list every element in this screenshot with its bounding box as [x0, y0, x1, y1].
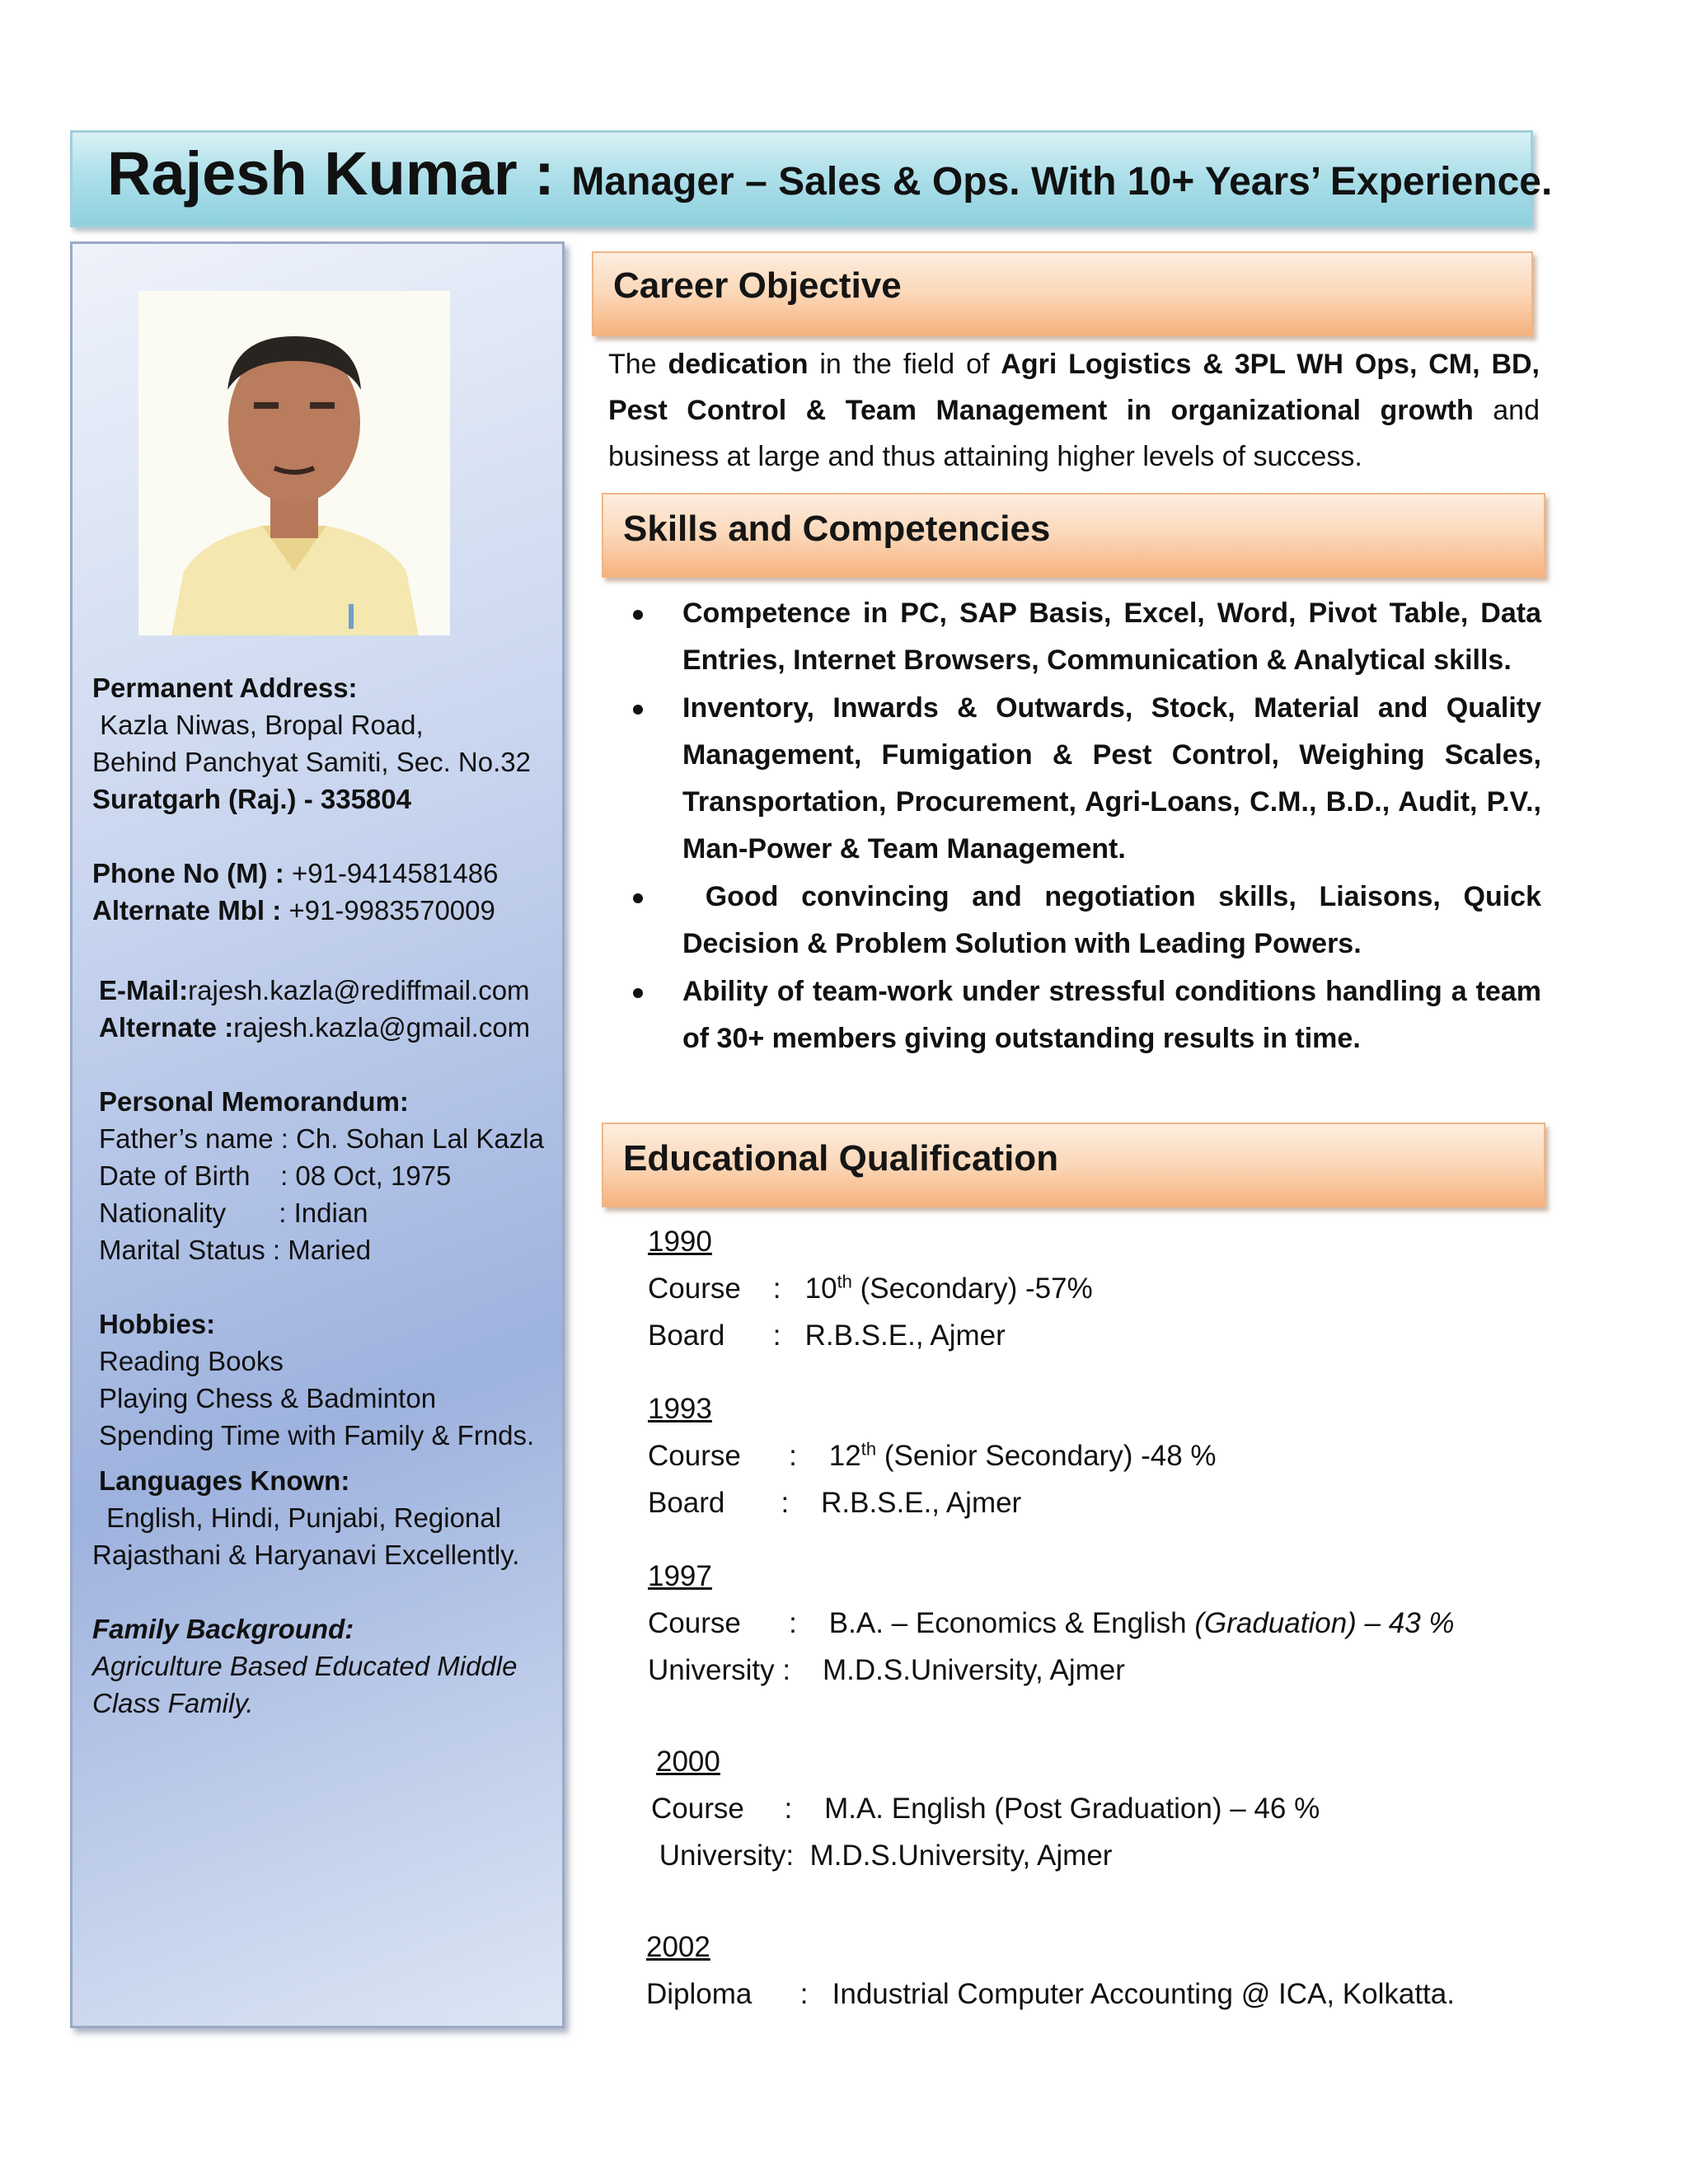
edu-course-row [648, 1600, 1455, 1647]
edu-diploma-row [646, 1971, 1455, 2018]
edu-course-grade: (Graduation) – 43 % [1194, 1607, 1455, 1639]
edu-uni-row [651, 1832, 1320, 1879]
career-text-part: and business at large and thus attaining higher levels of success. [608, 395, 1540, 472]
edu-uni-label: University : [648, 1654, 823, 1686]
edu-course-num: 10 [804, 1272, 837, 1305]
languages-line: English, Hindi, Punjabi, Regional [99, 1502, 501, 1533]
edu-course-sup: th [837, 1271, 852, 1292]
personal-heading: Personal Memorandum: [99, 1086, 409, 1117]
edu-uni: M.D.S.University, Ajmer [822, 1654, 1125, 1686]
edu-board-row [648, 1479, 1217, 1526]
edu-course-text: M.A. English (Post Graduation) – 46 % [824, 1793, 1320, 1825]
hobby-item: Playing Chess & Badminton [99, 1383, 437, 1413]
family-heading: Family Background: [92, 1614, 354, 1644]
skills-title: Skills and Competencies [623, 509, 1051, 549]
edu-board-label: Board : [648, 1319, 805, 1352]
alt-phone-value: +91-9983570009 [288, 895, 495, 926]
personal-marital: Marital Status : Maried [99, 1235, 372, 1265]
alt-email-label: Alternate : [99, 1012, 234, 1043]
hobbies-heading: Hobbies: [99, 1309, 216, 1339]
phone-value: +91-9414581486 [291, 858, 499, 888]
edu-board-row [648, 1312, 1093, 1359]
career-text-part: The [608, 349, 668, 380]
edu-year: 1993 [648, 1393, 712, 1425]
education-entry-2000 [651, 1738, 1320, 1879]
address-line: Behind Panchyat Samiti, Sec. No.32 [92, 747, 531, 777]
address-line: Kazla Niwas, Bropal Road, [92, 710, 424, 740]
edu-course-sup: th [860, 1438, 877, 1460]
alt-email-value: rajesh.kazla@gmail.com [233, 1012, 531, 1043]
edu-uni-label: University: [651, 1840, 810, 1872]
personal-father: Father’s name : Ch. Sohan Lal Kazla [99, 1123, 544, 1154]
edu-course-label: Course : [648, 1272, 805, 1305]
edu-course-label: Course : [648, 1440, 829, 1472]
candidate-headline: Manager – Sales & Ops. With 10+ Years’ Experience. [571, 160, 1553, 204]
family-line: Class Family. [92, 1688, 254, 1718]
edu-board: R.B.S.E., Ajmer [804, 1319, 1006, 1352]
edu-course-text: (Senior Secondary) -48 % [876, 1440, 1217, 1472]
career-text-bold: dedication [668, 349, 809, 380]
alt-phone-label: Alternate Mbl : [92, 895, 289, 926]
profile-photo [138, 291, 450, 635]
edu-diploma: Industrial Computer Accounting @ ICA, Kolkatta. [832, 1978, 1455, 2010]
address-heading: Permanent Address: [92, 673, 358, 703]
alt-phone-row [92, 892, 558, 929]
edu-uni: M.D.S.University, Ajmer [809, 1840, 1113, 1872]
skill-item: Ability of team-work under stressful conditions handling a team of 30+ members giving outstanding results in time. [608, 968, 1541, 1062]
education-title: Educational Qualification [623, 1138, 1059, 1179]
education-entry-1997 [648, 1553, 1455, 1694]
edu-year: 1997 [648, 1560, 712, 1592]
email-label: E-Mail: [99, 975, 189, 1005]
education-entry-1993 [648, 1385, 1217, 1526]
edu-year: 2000 [656, 1746, 720, 1778]
career-objective-text [608, 341, 1540, 480]
edu-course-num: 12 [828, 1440, 861, 1472]
skill-item: Inventory, Inwards & Outwards, Stock, Material and Quality Management, Fumigation & Pest Control, Weighing Scales, Transportation, Procurement, Agri-Loans, C.M., B.D., Audit, P.V., Man-Power & Team Management. [608, 685, 1541, 873]
edu-diploma-label: Diploma : [646, 1978, 832, 2010]
hobby-item: Spending Time with Family & Frnds. [99, 1420, 535, 1451]
education-entry-1990 [648, 1218, 1093, 1359]
skill-item: Competence in PC, SAP Basis, Excel, Word, Pivot Table, Data Entries, Internet Browsers, Communication & Analytical skills. [608, 590, 1541, 684]
email-row [92, 972, 558, 1009]
edu-year: 2002 [646, 1931, 710, 1963]
hobby-item: Reading Books [99, 1346, 284, 1376]
career-text-bold: Agri Logistics & 3PL WH Ops, CM, BD, Pest Control & Team Management in organizational growth [608, 349, 1540, 426]
page-title [107, 138, 1552, 209]
sidebar-details [92, 669, 558, 1722]
edu-board-label: Board : [648, 1487, 822, 1519]
alt-email-row [92, 1009, 558, 1046]
languages-heading: Languages Known: [99, 1465, 350, 1496]
family-line: Agriculture Based Educated Middle [92, 1651, 518, 1681]
personal-dob: Date of Birth : 08 Oct, 1975 [99, 1160, 452, 1191]
skill-item: Good convincing and negotiation skills, Liaisons, Quick Decision & Problem Solution with Leading Powers. [608, 874, 1541, 968]
edu-course-text: B.A. – Economics & English [828, 1607, 1195, 1639]
career-text-part: in the field of [808, 349, 1001, 380]
edu-course-row [648, 1432, 1217, 1479]
email-value: rajesh.kazla@rediffmail.com [188, 975, 530, 1005]
phone-label: Phone No (M) : [92, 858, 292, 888]
skills-list [608, 590, 1550, 1063]
languages-line: Rajasthani & Haryanavi Excellently. [92, 1540, 520, 1570]
edu-course-row [648, 1265, 1093, 1312]
edu-course-text: (Secondary) -57% [851, 1272, 1093, 1305]
edu-course-label: Course : [651, 1793, 825, 1825]
address-line: Suratgarh (Raj.) - 335804 [92, 784, 411, 814]
phone-row [92, 855, 558, 892]
career-objective-title: Career Objective [613, 265, 902, 306]
edu-board: R.B.S.E., Ajmer [821, 1487, 1022, 1519]
education-entry-2002 [646, 1924, 1455, 2018]
edu-course-row [651, 1785, 1320, 1832]
edu-course-label: Course : [648, 1607, 829, 1639]
edu-year: 1990 [648, 1226, 712, 1258]
edu-uni-row [648, 1647, 1455, 1694]
candidate-name: Rajesh Kumar : [107, 139, 572, 208]
personal-nationality: Nationality : Indian [99, 1197, 368, 1228]
